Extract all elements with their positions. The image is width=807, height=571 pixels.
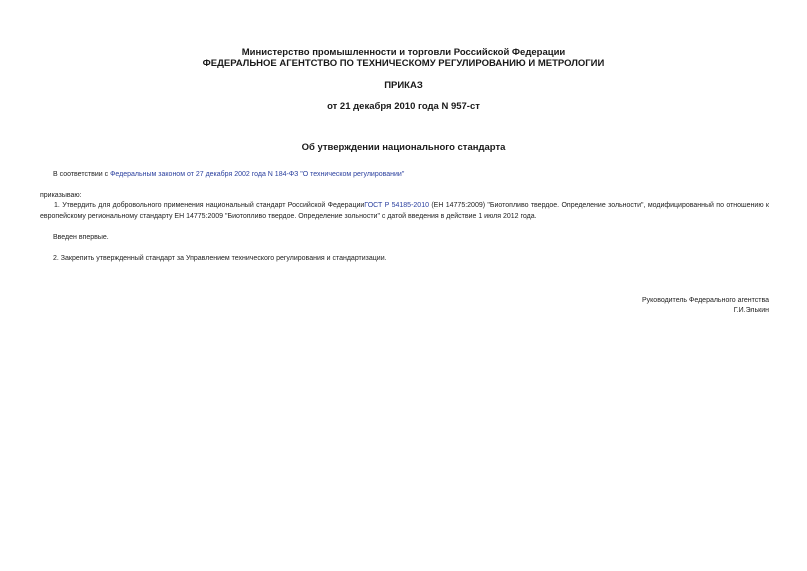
basis-paragraph (53, 170, 769, 181)
signature-name: Г.И.Элькин (733, 307, 769, 314)
document-type: ПРИКАЗ (384, 80, 423, 91)
order-word: приказываю: (40, 192, 82, 199)
federal-law-link[interactable]: Федеральным законом от 27 декабря 2002 года N 184-ФЗ "О техническом регулировании" (110, 171, 405, 178)
signature-title: Руководитель Федерального агентства (641, 297, 769, 304)
item-1-prefix: 1. Утвердить для добровольного применения национальный стандарт Российской Федерации (54, 202, 365, 209)
document-subject: Об утверждении национального стандарта (301, 142, 506, 153)
basis-prefix: В соответствии с (53, 171, 111, 178)
item-1-suffix: (ЕН 14775:2009) "Биотопливо твердое. Определение зольности", модифицированный по отношению к европейскому региональному стандарту ЕН 14775:2009 "Биотопливо твердое. Определение зольности" с датой введения в действие 1 июля 2012 года. (40, 202, 769, 220)
agency-heading: ФЕДЕРАЛЬНОЕ АГЕНТСТВО ПО ТЕХНИЧЕСКОМУ РЕГУЛИРОВАНИЮ И МЕТРОЛОГИИ (202, 58, 605, 69)
item-2-paragraph: 2. Закрепить утвержденный стандарт за Управлением технического регулирования и стандартизации. (53, 255, 387, 262)
intro-note: Введен впервые. (53, 234, 109, 241)
item-1-paragraph (40, 201, 769, 222)
ministry-heading: Министерство промышленности и торговли Российской Федерации (241, 47, 566, 58)
gost-link[interactable]: ГОСТ Р 54185-2010 (364, 202, 429, 209)
document-date: от 21 декабря 2010 года N 957-ст (327, 101, 480, 112)
